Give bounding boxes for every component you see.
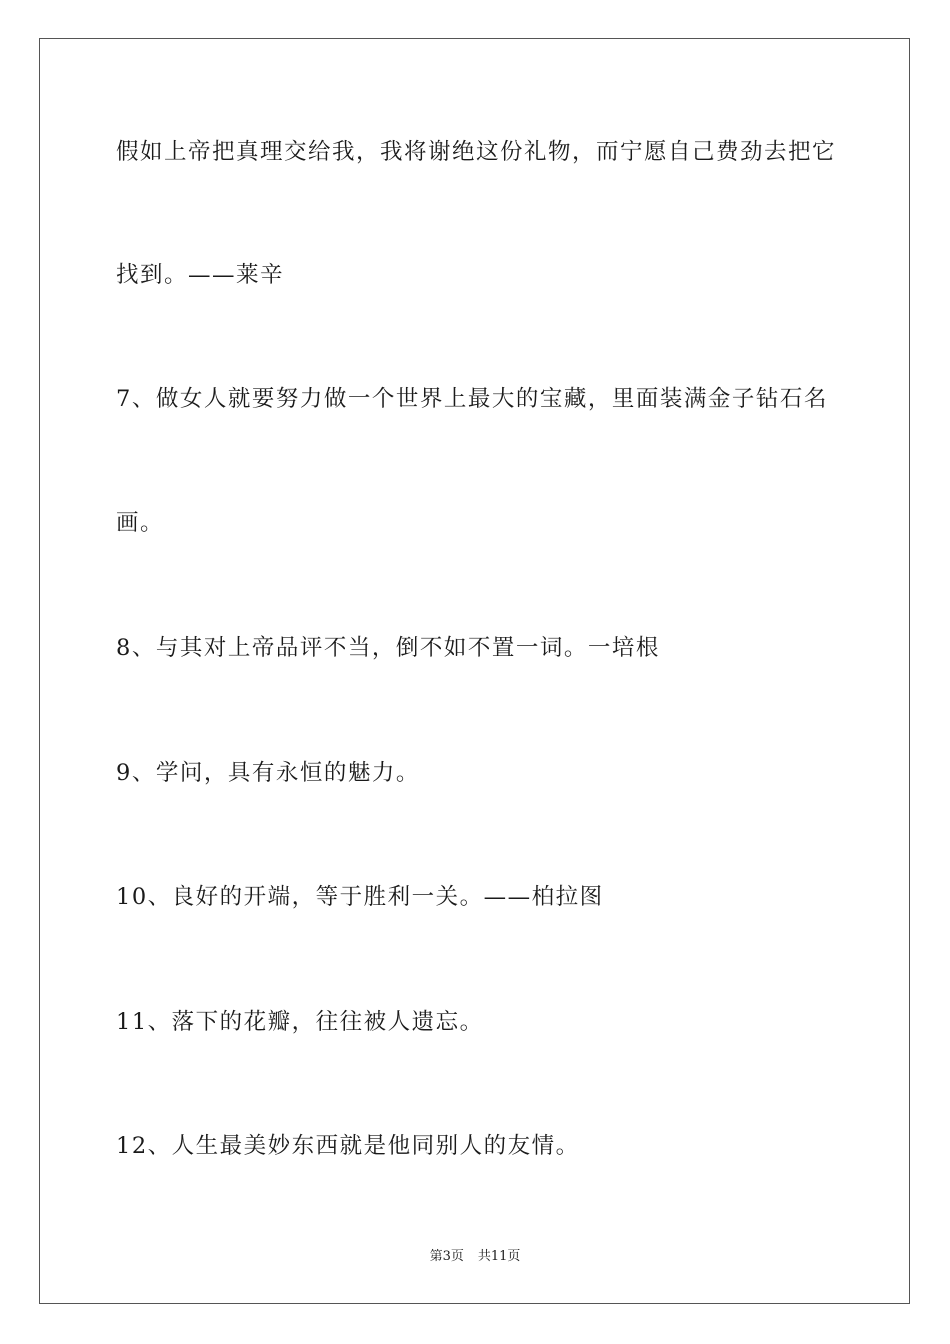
quote-10: 10、良好的开端，等于胜利一关。——柏拉图	[116, 884, 604, 910]
page-footer	[0, 1248, 950, 1266]
page-border	[39, 38, 910, 1304]
page-total: 共11页	[477, 1249, 521, 1264]
quote-7: 7、做女人就要努力做一个世界上最大的宝藏，里面装满金子钻石名	[116, 386, 828, 412]
quote-8: 8、与其对上帝品评不当，倒不如不置一词。一培根	[116, 635, 660, 661]
quote-12: 12、人生最美妙东西就是他同别人的友情。	[116, 1133, 580, 1159]
text-line-1: 假如上帝把真理交给我，我将谢绝这份礼物，而宁愿自己费劲去把它	[116, 139, 837, 165]
quote-11: 11、落下的花瓣，往往被人遗忘。	[116, 1009, 484, 1035]
quote-9: 9、学问，具有永恒的魅力。	[116, 760, 420, 786]
page-number: 第3页	[429, 1249, 464, 1264]
quote-7-continued: 画。	[116, 510, 165, 536]
text-line-2: 找到。——莱辛	[116, 262, 285, 288]
